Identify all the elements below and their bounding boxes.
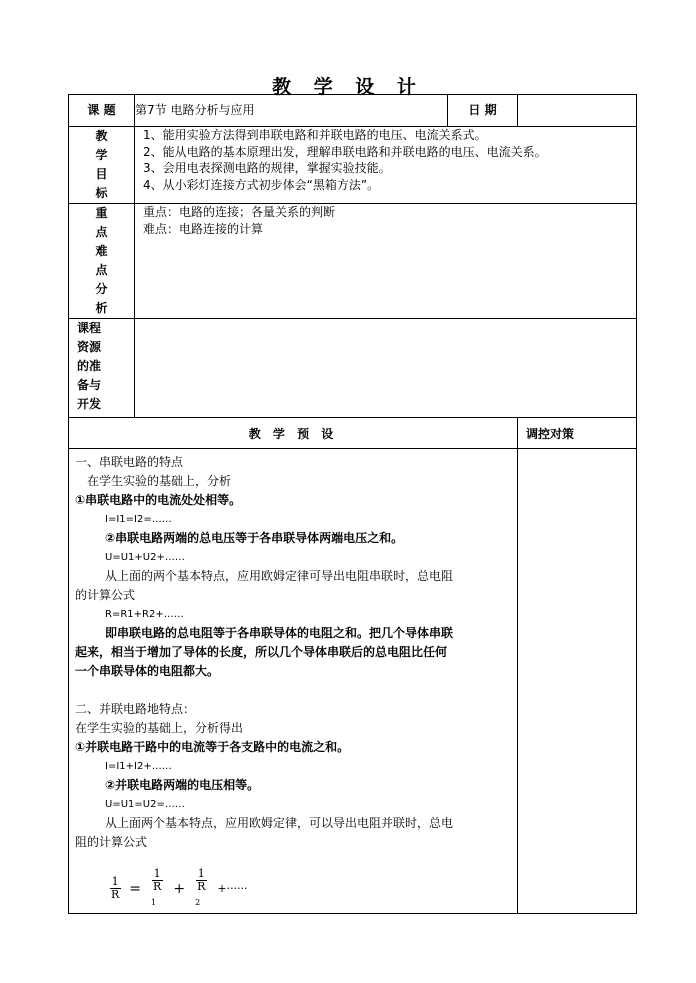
date-label: 日 期 (448, 95, 518, 127)
fraction-denominator (193, 881, 209, 909)
objective-item: 4、从小彩灯连接方式初步体会“黑箱方法”。 (143, 177, 380, 192)
page-title: 教 学 设 计 (272, 76, 424, 98)
plan-line: 从上面的两个基本特点，应用欧姆定律可导出电阻串联时，总电阻 (105, 569, 454, 583)
subject-value: 第7节 电路分析与应用 (135, 95, 448, 127)
keypoints-label-char: 难 (95, 244, 108, 258)
keypoints-label (69, 204, 135, 319)
subject-label: 课 题 (69, 95, 135, 127)
plan-lines (75, 453, 511, 852)
keypoints-label-char: 点 (95, 263, 108, 277)
plan-header: 教 学 预 设 (69, 418, 518, 449)
strategy-body[interactable] (518, 449, 637, 914)
plan-line: U=U1=U2=…… (105, 799, 185, 810)
keypoints-content (135, 204, 637, 319)
lesson-plan-table (68, 94, 637, 914)
fraction-r1 (149, 868, 165, 909)
plan-line: I=I1+I2+…… (105, 761, 172, 772)
plan-line: 一个串联导体的电阻都大。 (75, 664, 220, 678)
objective-item: 1、能用实验方法得到串联电路和并联电路的电压、电流关系式。 (143, 128, 487, 142)
resources-label-line: 课程 (77, 321, 102, 335)
resources-label-line: 备与 (77, 378, 102, 392)
resources-label-line: 的准 (77, 359, 102, 373)
plan-line (75, 681, 511, 700)
formula-tail: +······ (217, 882, 248, 896)
plan-line: 从上面两个基本特点，应用欧姆定律，可以导出电阻并联时，总电 (105, 816, 454, 830)
resistor-symbol: R (153, 880, 162, 893)
resources-row (69, 319, 637, 418)
plan-body-row (69, 449, 637, 914)
plan-line: 起来，相当于增加了导体的长度，所以几个导体串联后的总电阻比任何 (75, 645, 448, 659)
parallel-resistance-formula (105, 868, 511, 909)
plan-line: ②并联电路两端的电压相等。 (105, 778, 260, 792)
plan-line: 即串联电路的总电阻等于各串联导体的电阻之和。把几个导体串联 (105, 626, 454, 640)
keypoints-label-char: 析 (95, 301, 108, 315)
objectives-label-char: 学 (95, 148, 108, 162)
keypoint-item: 难点：电路连接的计算 (143, 221, 264, 236)
plan-line: ②串联电路两端的总电压等于各串联导体两端电压之和。 (105, 531, 404, 545)
plan-line: 在学生实验的基础上，分析得出 (75, 721, 244, 735)
resources-label-line: 资源 (77, 340, 102, 354)
plan-line: ①串联电路中的电流处处相等。 (75, 493, 242, 507)
plan-body (69, 449, 518, 914)
plan-line: 的计算公式 (75, 588, 136, 602)
objective-item: 3、会用电表探测电路的规律，掌握实验技能。 (143, 161, 391, 175)
subscript: 1 (151, 898, 157, 908)
objectives-label-char: 标 (95, 186, 108, 200)
objectives-label-char: 教 (95, 129, 108, 143)
fraction-numerator: 1 (153, 867, 161, 880)
plan-line: ①并联电路干路中的电流等于各支路中的电流之和。 (75, 740, 350, 754)
fraction-numerator: 1 (197, 867, 205, 880)
fraction-total (109, 876, 121, 901)
plan-line: 一、串联电路的特点 (75, 455, 184, 469)
equals-sign: = (129, 880, 142, 897)
subscript: 2 (195, 898, 201, 908)
resistor-symbol: R (197, 880, 206, 893)
resources-content[interactable] (135, 319, 637, 418)
strategy-header: 调控对策 (518, 418, 637, 449)
plan-line: 在学生实验的基础上，分析 (87, 474, 232, 488)
objectives-content (135, 127, 637, 204)
plan-line: R=R1+R2+…… (105, 609, 184, 620)
date-value[interactable] (518, 95, 637, 127)
plan-line: 阻的计算公式 (75, 835, 148, 849)
resources-label (69, 319, 135, 418)
plus-sign: + (173, 880, 186, 897)
fraction-numerator: 1 (111, 875, 119, 889)
fraction-denominator (149, 881, 165, 909)
objective-item: 2、能从电路的基本原理出发，理解串联电路和并联电路的电压、电流关系。 (143, 144, 547, 159)
subject-row (69, 95, 637, 127)
keypoints-label-char: 重 (95, 206, 108, 220)
plan-line: I=I1=I2=…… (105, 514, 172, 525)
keypoints-row (69, 204, 637, 319)
keypoint-item: 重点：电路的连接；各量关系的判断 (143, 205, 336, 219)
resources-label-line: 开发 (77, 397, 102, 411)
objectives-row (69, 127, 637, 204)
fraction-r2 (193, 868, 209, 909)
plan-line: U=U1+U2+…… (105, 552, 185, 563)
objectives-label-char: 目 (95, 167, 108, 181)
objectives-label (69, 127, 135, 204)
plan-header-row (69, 418, 637, 449)
keypoints-label-char: 点 (95, 225, 108, 239)
plan-line: 二、并联电路地特点： (75, 702, 196, 716)
fraction-denominator: R (111, 888, 120, 902)
keypoints-label-char: 分 (95, 282, 108, 296)
